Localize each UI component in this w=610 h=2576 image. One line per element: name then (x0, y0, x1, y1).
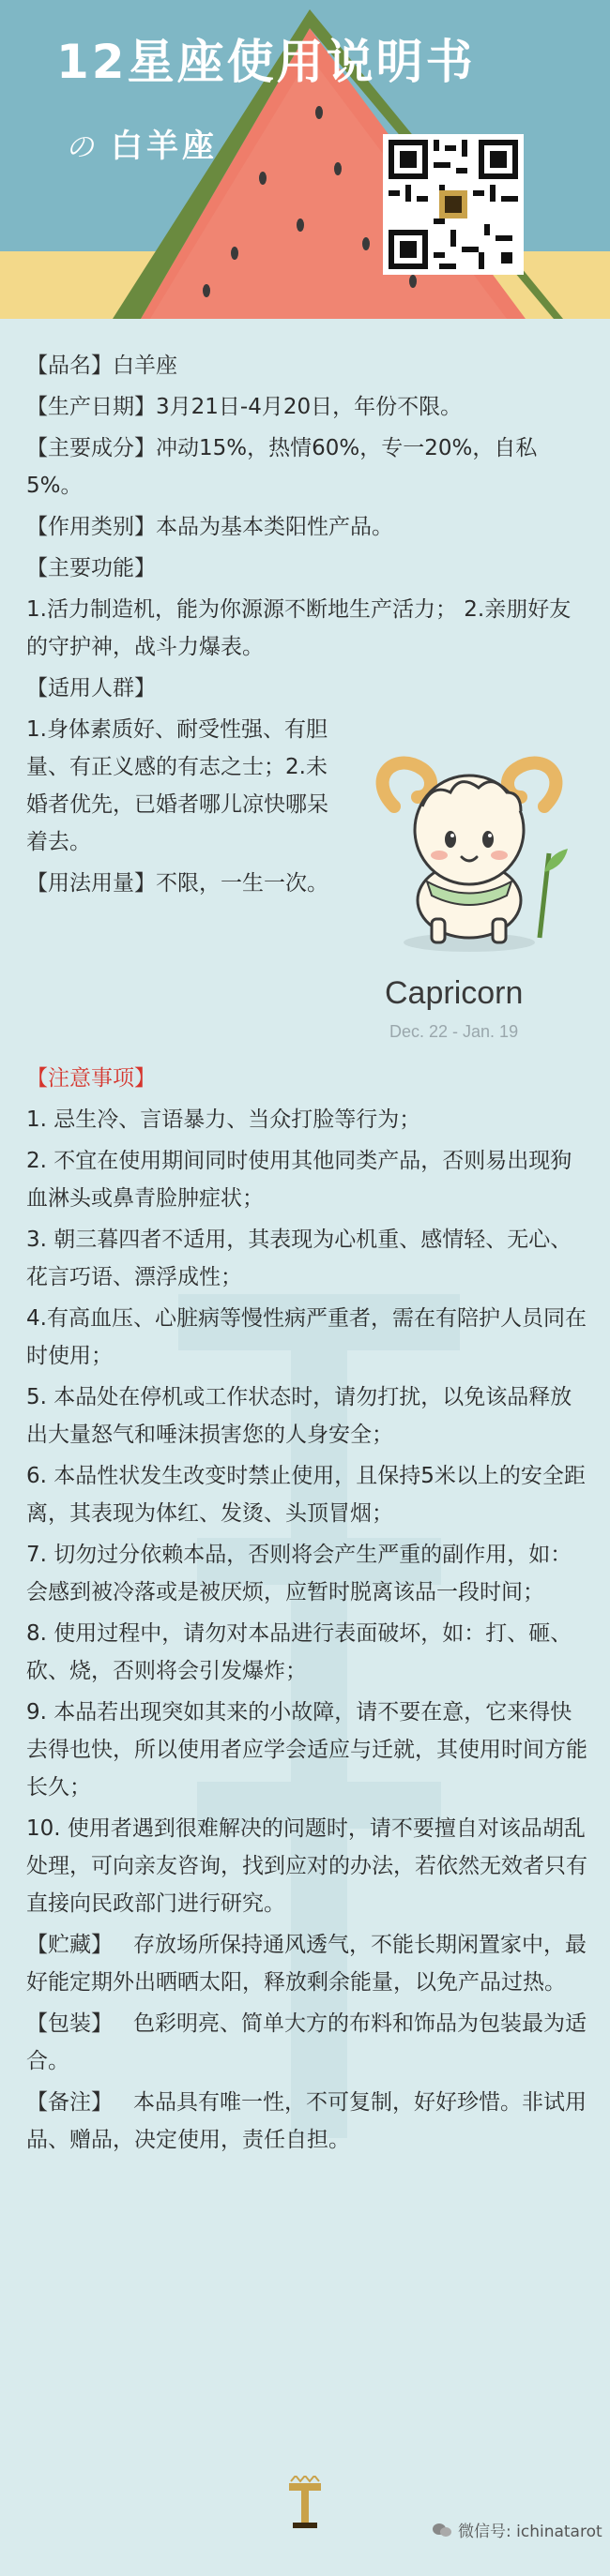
wechat-id-text: 微信号: ichinatarot (458, 2523, 602, 2541)
qr-code-pattern (389, 140, 518, 269)
note-item-5: 5. 本品处在停机或工作状态时，请勿打扰，以免该品释放出大量怒气和唾沫损害您的人身安全； (26, 1385, 572, 1447)
tarot-logo (282, 2476, 328, 2532)
qr-code (383, 134, 524, 275)
spec-ingredients-value: 冲动15%，热情60%，专一20%，自私5%。 (26, 436, 538, 498)
package-value: 色彩明亮、简单大方的布料和饰品为包装最为适合。 (26, 2011, 587, 2073)
spec-date-value: 3月21日-4月20日，年份不限。 (156, 395, 463, 419)
note-item-4: 4.有高血压、心脏病等慢性病严重者，需在有陪护人员同在时使用； (26, 1306, 587, 1368)
note-item-6: 6. 本品性状发生改变时禁止使用，且保持5米以上的安全距离，其表现为体红、发烫、头顶冒烟； (26, 1464, 586, 1526)
spec-dosage (26, 865, 345, 902)
wechat-id (432, 2518, 602, 2541)
note-item-2: 2. 不宜在使用期间同时使用其他同类产品，否则易出现狗血淋头或鼻青脸肿症状； (26, 1149, 572, 1211)
remark (26, 2084, 589, 2159)
spec-date (26, 388, 589, 426)
notes-heading: 【注意事项】 (26, 1066, 156, 1091)
package-label: 【包装】 (26, 2011, 113, 2036)
package (26, 2005, 589, 2080)
spec-audience-label: 【适用人群】 (26, 676, 156, 700)
remark-value: 本品具有唯一性，不可复制，好好珍惜。非试用品、赠品，决定使用，责任自担。 (26, 2090, 587, 2152)
notes-section (26, 1060, 589, 2162)
sign-dates: Dec. 22 - Jan. 19 (389, 1022, 519, 1041)
spec-category-label: 【作用类别】 (26, 515, 156, 539)
spec-date-label: 【生产日期】 (26, 395, 156, 419)
note-item-10: 10. 使用者遇到很难解决的问题时，请不要擅自对该品胡乱处理，可向亲友咨询，找到应对的办法，若依然无效者只有直接向民政部门进行研究。 (26, 1816, 587, 1916)
storage-value: 存放场所保持通风透气，不能长期闲置家中，最好能定期外出晒晒太阳，释放剩余能量，以免产品过热。 (26, 1933, 587, 1995)
note-item-9: 9. 本品若出现突如其来的小故障，请不要在意，它来得快去得也快，所以使用者应学会适应与迁就，其使用时间方能长久； (26, 1700, 587, 1800)
spec-category (26, 508, 589, 546)
note-item-7: 7. 切勿过分依赖本品，否则将会产生严重的副作用，如：会感到被冷落或是被厌烦，应暂时脱离该品一段时间； (26, 1543, 572, 1604)
spec-ingredients-label: 【主要成分】 (26, 436, 156, 460)
subtitle (66, 120, 218, 166)
spec-name (26, 347, 589, 384)
spec-dosage-label: 【用法用量】 (26, 871, 156, 896)
note-item-3: 3. 朝三暮四者不适用，其表现为心机重、感情轻、无心、花言巧语、漂浮成性； (26, 1228, 572, 1289)
spec-category-value: 本品为基本类阳性产品。 (156, 515, 393, 539)
page-title: 12星座使用说明书 (56, 35, 476, 89)
storage (26, 1926, 589, 2001)
subtitle-prefix: の (66, 131, 94, 164)
sign-name: Capricorn (385, 975, 524, 1011)
note-item-8: 8. 使用过程中，请勿对本品进行表面破坏，如：打、砸、砍、烧，否则将会引发爆炸； (26, 1621, 572, 1683)
ram-mascot-illustration (357, 741, 582, 966)
spec-function-label: 【主要功能】 (26, 556, 156, 580)
spec-name-value: 白羊座 (113, 354, 177, 378)
spec-function-value: 1.活力制造机，能为你源源不断地生产活力； 2.亲朋好友的守护神，战斗力爆表。 (26, 597, 572, 659)
spec-ingredients (26, 429, 589, 505)
spec-dosage-value: 不限，一生一次。 (156, 871, 328, 896)
spec-audience-value: 1.身体素质好、耐受性强、有胆量、有正义感的有志之士；2.未婚者优先，已婚者哪儿凉快哪呆着去。 (26, 717, 328, 854)
subtitle-text: 白羊座 (111, 128, 218, 165)
wechat-icon (432, 2523, 452, 2538)
header-banner (0, 0, 610, 319)
storage-label: 【贮藏】 (26, 1933, 113, 1957)
note-item-1: 1. 忌生冷、言语暴力、当众打脸等行为； (26, 1107, 421, 1132)
remark-label: 【备注】 (26, 2090, 113, 2115)
spec-name-label: 【品名】 (26, 354, 113, 378)
